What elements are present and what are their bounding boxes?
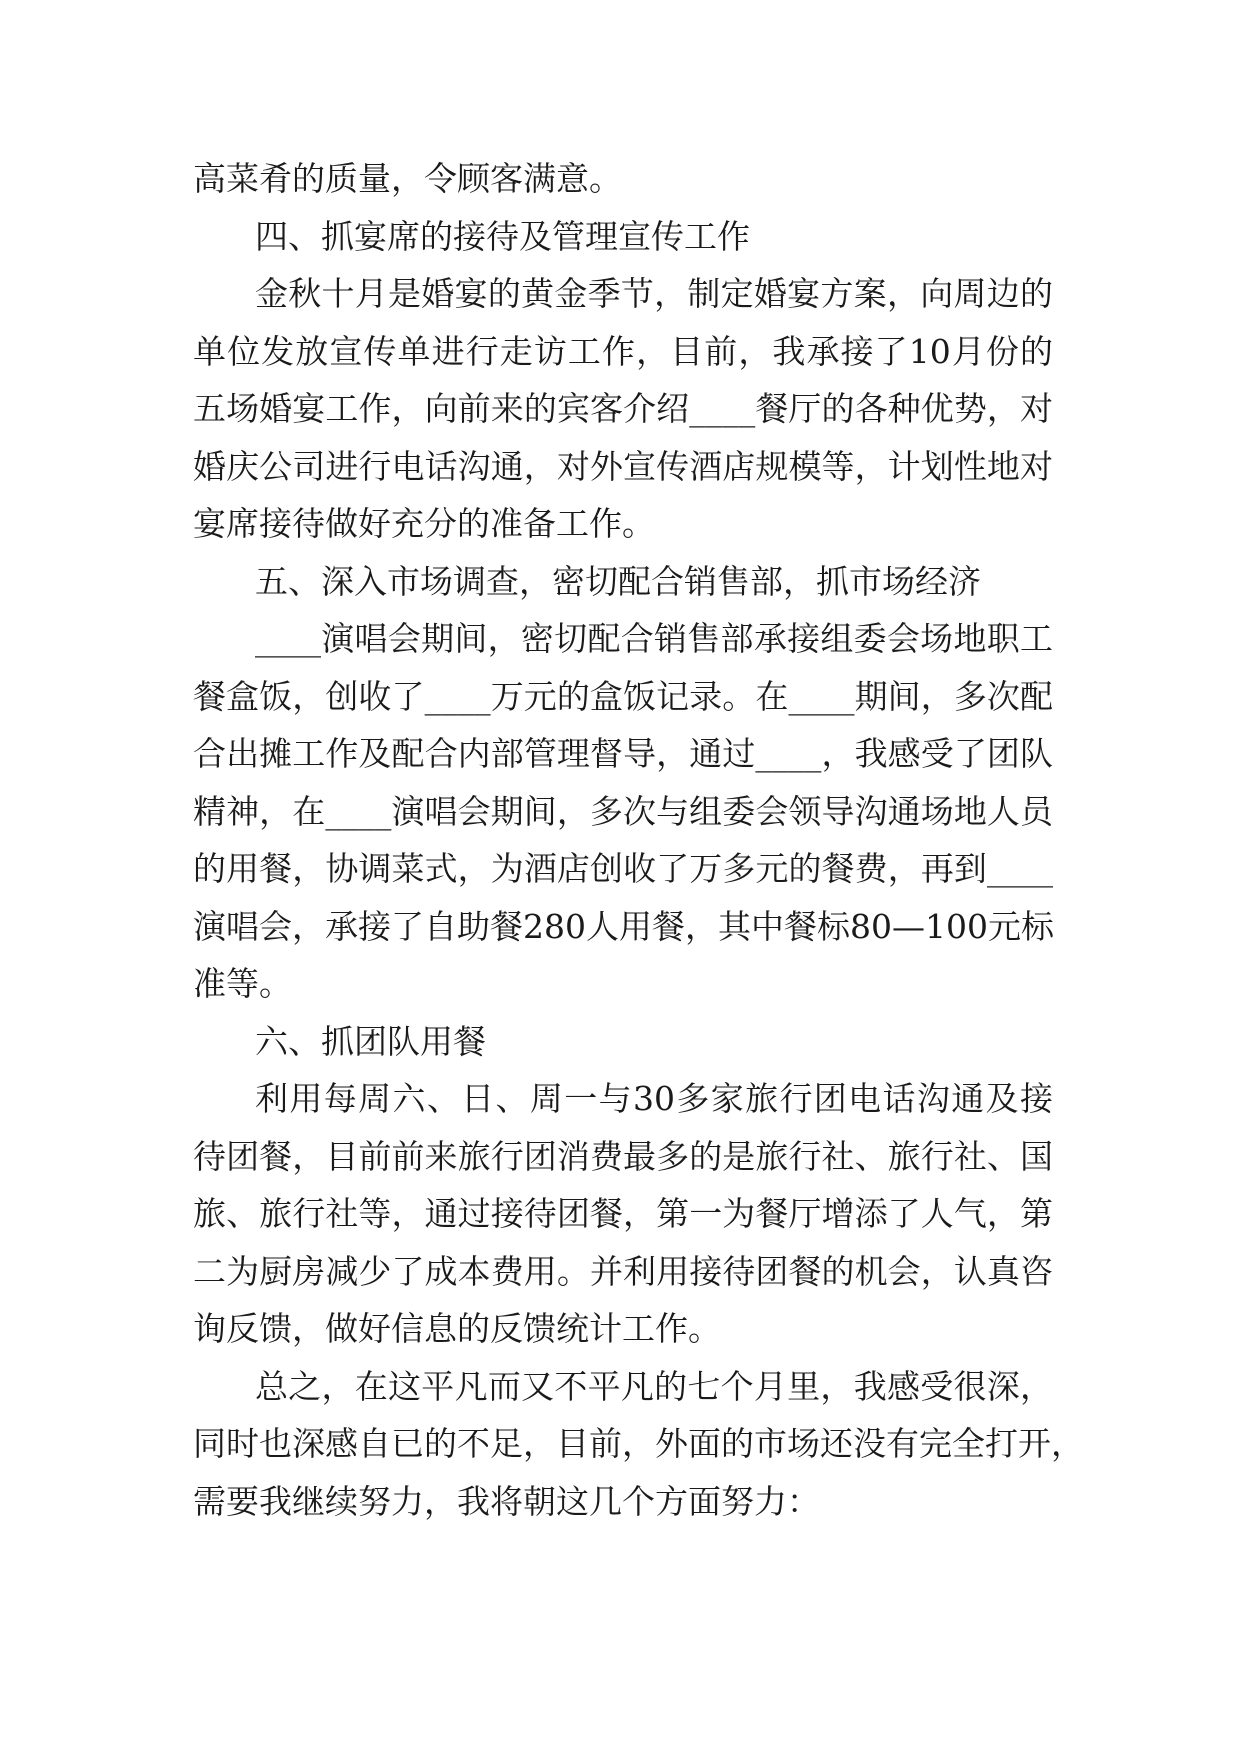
section-heading: 四、抓宴席的接待及管理宣传工作 [255,216,750,256]
text-line: 餐盒饭，创收了____万元的盒饭记录。在____期间，多次配 [193,676,1053,716]
text-line: 宴席接待做好充分的准备工作。 [193,504,655,543]
text-line: 待团餐，目前前来旅行团消费最多的是旅行社、旅行社、国 [193,1136,1053,1176]
text-line: 旅、旅行社等，通过接待团餐，第一为餐厅增添了人气，第 [193,1194,1053,1233]
text-line: 利用每周六、日、周一与30多家旅行团电话沟通及接 [255,1079,1053,1118]
text-line: 演唱会，承接了自助餐280人用餐，其中餐标80—100元标 [193,906,1054,946]
text-line: 的用餐，协调菜式，为酒店创收了万多元的餐费，再到____ [193,849,1053,888]
section-heading: 六、抓团队用餐 [255,1021,486,1061]
text-line: 需要我继续努力，我将朝这几个方面努力： [193,1481,820,1521]
text-line: 同时也深感自已的不足，目前，外面的市场还没有完全打开， [193,1424,1084,1463]
section-heading: 五、深入市场调查，密切配合销售部，抓市场经济 [255,561,981,601]
text-line: 询反馈，做好信息的反馈统计工作。 [193,1309,721,1348]
text-line: 精神，在____演唱会期间，多次与组委会领导沟通场地人员 [193,791,1053,831]
text-line: 总之，在这平凡而又不平凡的七个月里，我感受很深， [255,1366,1053,1406]
text-line: 高菜肴的质量，令顾客满意。 [193,159,622,198]
document-body [193,150,1084,1530]
text-line: 金秋十月是婚宴的黄金季节，制定婚宴方案，向周边的 [255,274,1053,313]
text-line: 五场婚宴工作，向前来的宾客介绍____餐厅的各种优势，对 [193,389,1053,428]
text-line: 准等。 [193,964,292,1003]
text-line: 二为厨房减少了成本费用。并利用接待团餐的机会，认真咨 [193,1251,1053,1291]
text-line: ____演唱会期间，密切配合销售部承接组委会场地职工 [255,619,1053,658]
text-line: 单位发放宣传单进行走访工作，目前，我承接了10月份的 [193,331,1053,371]
text-line: 婚庆公司进行电话沟通，对外宣传酒店规模等，计划性地对 [193,446,1053,486]
text-line: 合出摊工作及配合内部管理督导，通过____，我感受了团队 [193,734,1053,773]
